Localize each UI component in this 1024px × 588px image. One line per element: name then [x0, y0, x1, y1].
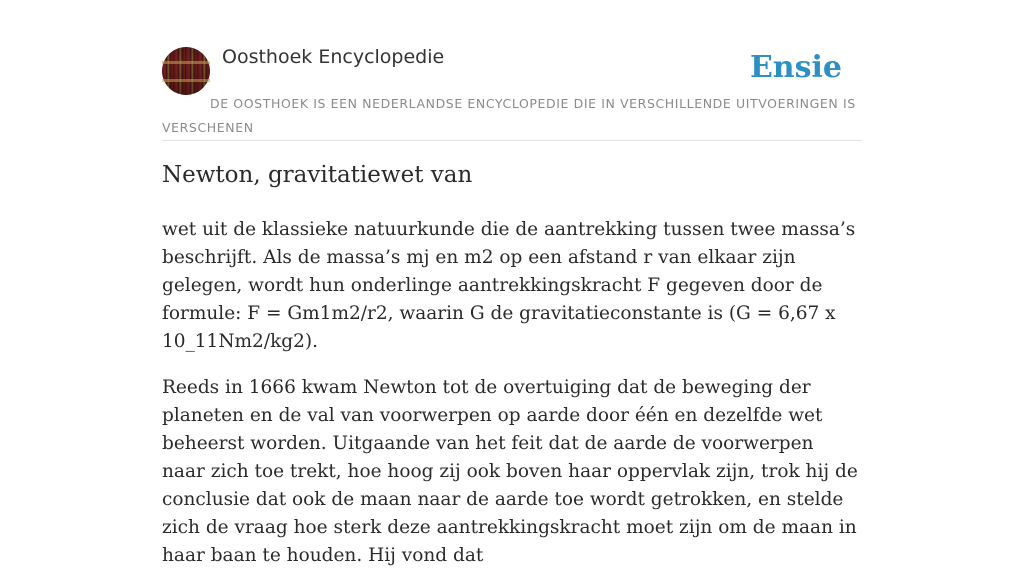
article-title: Newton, gravitatiewet van	[162, 162, 473, 188]
article-paragraph: Reeds in 1666 kwam Newton tot de overtuiging dat de beweging der planeten en de val van voorwerpen op aarde door één en dezelfde wet beheerst worden. Uitgaande van het feit dat de aarde de voorwerpen naar zich toe trekt, hoe hoog zij ook boven haar oppervlak zijn, trok hij de conclusie dat ook de maan naar de aarde toe wordt getrokken, en stelde zich de vraag hoe sterk deze aantrekkingskracht moet zijn om de maan in haar baan te houden. Hij vond dat	[162, 377, 858, 566]
site-header	[162, 0, 862, 141]
article-paragraph: wet uit de klassieke natuurkunde die de aantrekking tussen twee massa’s beschrijft. Als de massa’s mj en m2 op een afstand r van elkaar zijn gelegen, wordt hun onderlinge aantrekkingskracht F gegeven door de formule: F = Gm1m2/r2, waarin G de gravitatieconstante is (G = 6,67 x 10_11Nm2/kg2).	[162, 219, 856, 352]
encyclopedia-avatar[interactable]	[162, 47, 210, 95]
article-body	[162, 216, 862, 588]
page-container	[162, 0, 862, 566]
book-spine-band	[162, 79, 210, 82]
site-tagline: DE OOSTHOEK IS EEN NEDERLANDSE ENCYCLOPEDIE DIE IN VERSCHILLENDE UITVOERINGEN IS VERSCHENEN	[162, 96, 856, 135]
book-spine-band	[162, 61, 210, 64]
site-name-link[interactable]: Oosthoek Encyclopedie	[222, 46, 445, 68]
ensie-logo-link[interactable]: Ensie	[749, 50, 842, 85]
